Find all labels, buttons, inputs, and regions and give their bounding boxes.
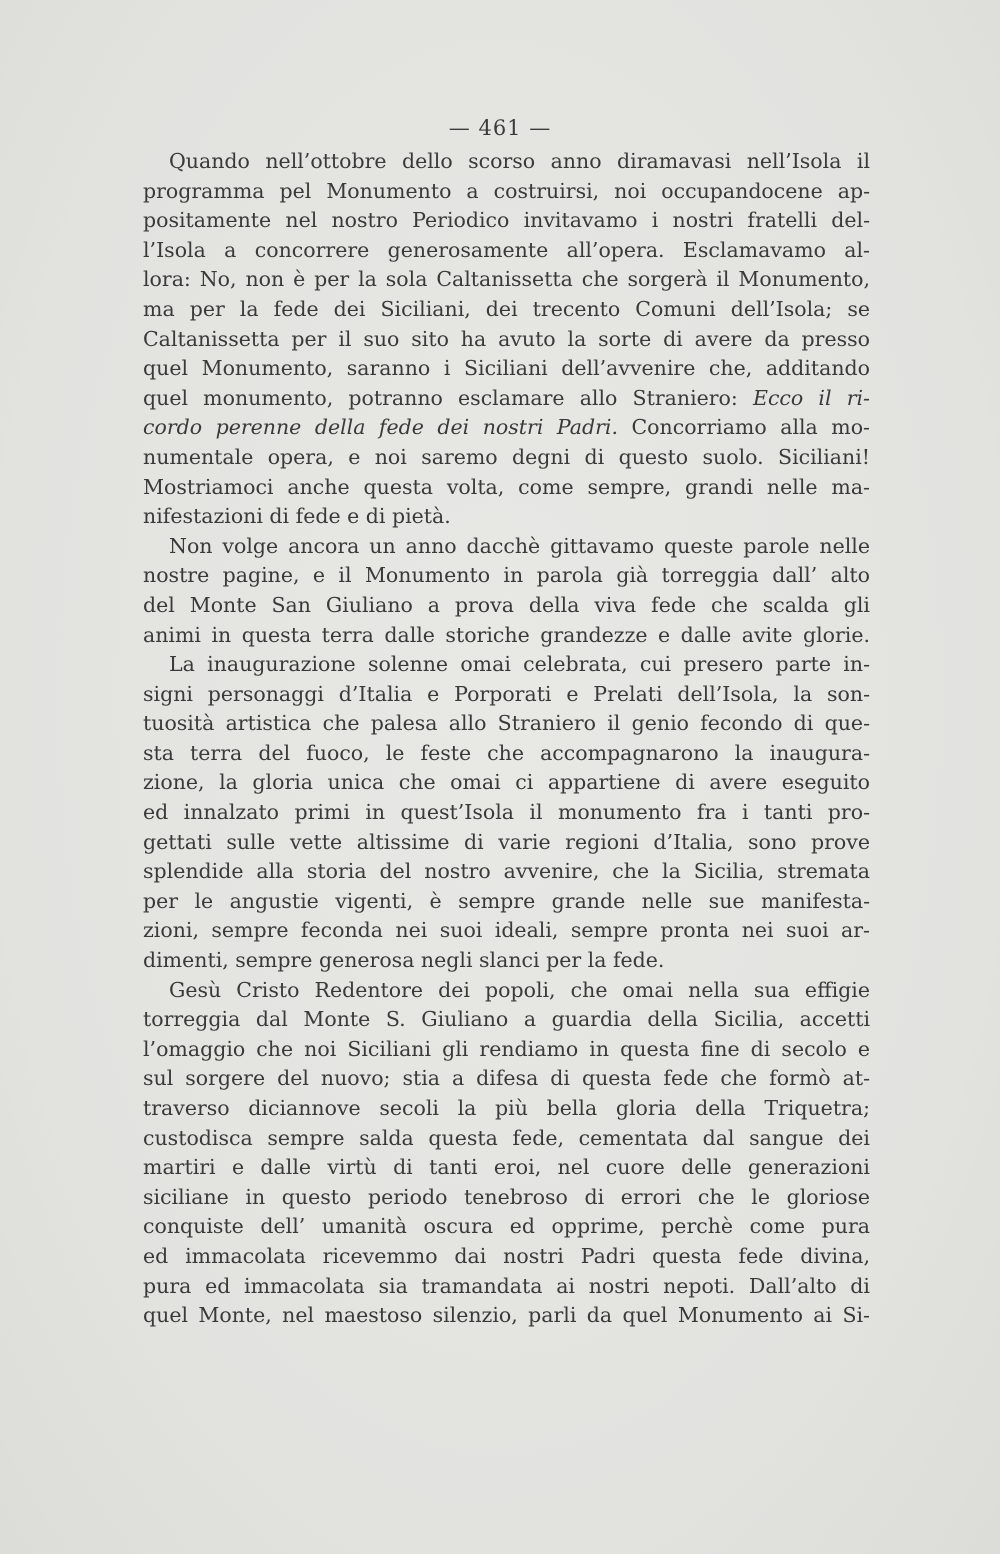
text-line: del Monte San Giuliano a prova della viva fede che scalda gli — [143, 592, 870, 617]
text-line: positamente nel nostro Periodico invitavamo i nostri fratelli del- — [143, 208, 870, 233]
text-segment: quel monumento, potranno esclamare allo Straniero: — [143, 385, 738, 410]
text-line: ed immacolata ricevemmo dai nostri Padri questa fede divina, — [143, 1243, 870, 1268]
text-line: gettati sulle vette altissime di varie regioni d’Italia, sono prove — [143, 829, 870, 854]
text-line: traverso diciannove secoli la più bella gloria della Triquetra; — [143, 1096, 870, 1120]
paragraph-4 — [143, 976, 870, 1331]
text-line: La inaugurazione solenne omai celebrata, cui presero parte in- — [169, 652, 870, 677]
text-line: Non volge ancora un anno dacchè gittavamo queste parole nelle — [169, 533, 870, 558]
italic-quote: Ecco il ri- — [752, 385, 870, 410]
paragraph-3 — [143, 650, 870, 976]
text-line: l’omaggio che noi Siciliani gli rendiamo in questa fine di secolo e — [143, 1036, 870, 1061]
text-line: quel Monte, nel maestoso silenzio, parli da quel Monumento ai Si- — [143, 1303, 870, 1328]
text-line: torreggia dal Monte S. Giuliano a guardia della Sicilia, accetti — [143, 1007, 870, 1032]
text-line: per le angustie vigenti, è sempre grande nelle sue manifesta- — [143, 888, 870, 913]
text-line: programma pel Monumento a costruirsi, noi occupandocene ap- — [143, 178, 870, 203]
text-line: Mostriamoci anche questa volta, come sempre, grandi nelle ma- — [143, 474, 870, 499]
paragraph-1 — [143, 147, 870, 532]
text-line: zione, la gloria unica che omai ci appartiene di avere eseguito — [143, 770, 870, 795]
text-line: sta terra del fuoco, le feste che accompagnarono la inaugura- — [143, 740, 870, 765]
text-line: Caltanissetta per il suo sito ha avuto la sorte di avere da presso — [143, 326, 870, 351]
text-line: nifestazioni di fede e di pietà. — [143, 504, 451, 529]
text-line: nostre pagine, e il Monumento in parola già torreggia dall’ alto — [143, 563, 870, 588]
text-line — [143, 413, 870, 443]
text-line: conquiste dell’ umanità oscura ed opprime, perchè come pura — [143, 1214, 870, 1239]
text-line: pura ed immacolata sia tramandata ai nostri nepoti. Dall’alto di — [143, 1273, 870, 1298]
text-line: ma per la fede dei Siciliani, dei trecento Comuni dell’Isola; se — [143, 296, 870, 321]
text-segment: Concorriamo alla mo- — [631, 415, 870, 440]
text-line: lora: No, non è per la sola Caltanissetta che sorgerà il Monumento, — [143, 267, 870, 292]
text-line: tuosità artistica che palesa allo Straniero il genio fecondo di que- — [143, 711, 870, 736]
text-line: zioni, sempre feconda nei suoi ideali, sempre pronta nei suoi ar- — [143, 918, 870, 943]
paragraph-2 — [143, 532, 870, 650]
text-line: numentale opera, e noi saremo degni di questo suolo. Siciliani! — [143, 444, 870, 469]
text-line — [143, 384, 870, 414]
text-line: siciliane in questo periodo tenebroso di errori che le gloriose — [143, 1184, 870, 1209]
text-line: signi personaggi d’Italia e Porporati e Prelati dell’Isola, la son- — [143, 681, 870, 706]
body-text — [143, 147, 870, 1331]
text-line: martiri e dalle virtù di tanti eroi, nel cuore delle generazioni — [143, 1155, 870, 1180]
text-line: ed innalzato primi in quest’Isola il monumento fra i tanti pro- — [143, 800, 870, 825]
italic-quote: cordo perenne della fede dei nostri Padri. — [143, 415, 618, 440]
text-line: sul sorgere del nuovo; stia a difesa di questa fede che formò at- — [143, 1066, 870, 1091]
text-line: Quando nell’ottobre dello scorso anno diramavasi nell’Isola il — [169, 149, 870, 173]
text-line: quel Monumento, saranno i Siciliani dell’avvenire che, additando — [143, 356, 870, 381]
text-line: dimenti, sempre generosa negli slanci per la fede. — [143, 948, 665, 973]
text-line: splendide alla storia del nostro avvenire, che la Sicilia, stremata — [143, 859, 870, 884]
text-line: l’Isola a concorrere generosamente all’opera. Esclamavamo al- — [143, 237, 870, 262]
page-number: — 461 — — [448, 116, 552, 140]
text-line: custodisca sempre salda questa fede, cementata dal sangue dei — [143, 1125, 870, 1150]
text-line: Gesù Cristo Redentore dei popoli, che omai nella sua effigie — [169, 977, 870, 1002]
text-line: animi in questa terra dalle storiche grandezze e dalle avite glorie. — [143, 622, 870, 647]
